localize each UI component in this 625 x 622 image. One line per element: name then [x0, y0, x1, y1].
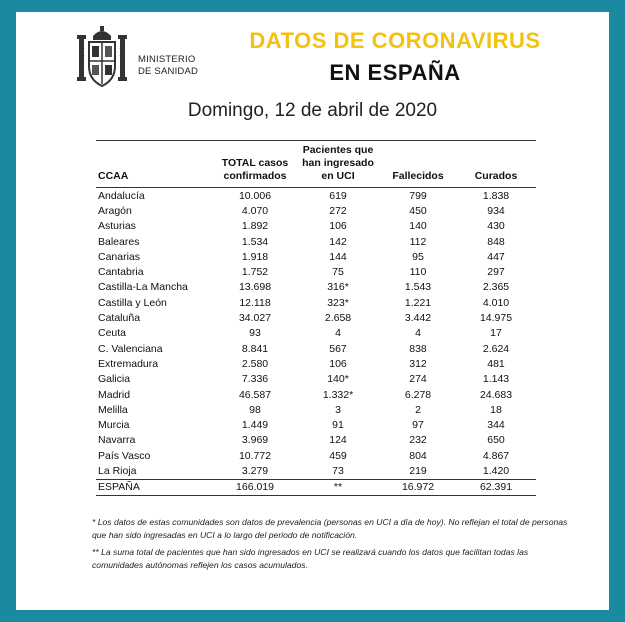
- cell-curados: 4.867: [482, 449, 510, 462]
- cell-fallecidos: 110: [409, 266, 427, 279]
- cell-ccaa: Andalucía: [98, 189, 145, 202]
- cell-uci: 619: [329, 189, 347, 202]
- cell-ccaa: Extremadura: [98, 357, 159, 370]
- cell-fallecidos: 804: [409, 449, 427, 462]
- cell-fallecidos: 1.221: [404, 296, 432, 309]
- cell-fallecidos: 2: [415, 403, 421, 416]
- header-uci-line-3: en UCI: [321, 170, 355, 182]
- report-date: Domingo, 12 de abril de 2020: [187, 100, 438, 121]
- header-curados: Curados: [474, 170, 518, 182]
- footnote-2: ** La suma total de pacientes que han sido ingresados en UCI se realizará cuando los datos que facilitan todas las comunidades autónomas reflejen los casos acumulados.: [92, 547, 529, 570]
- cell-curados: 62.391: [456, 479, 536, 495]
- cell-ccaa: Melilla: [98, 403, 128, 416]
- table-row: [96, 433, 536, 448]
- ministry-line-1: MINISTERIO: [138, 54, 196, 65]
- cell-fallecidos: 4: [415, 327, 421, 340]
- cell-ccaa: Castilla y León: [98, 296, 167, 309]
- cell-curados: 2.624: [482, 342, 510, 355]
- header-uci-line-2: han ingresado: [302, 157, 374, 169]
- table-row: [96, 295, 536, 310]
- cell-ccaa: Madrid: [98, 388, 131, 401]
- header-uci: [296, 141, 380, 188]
- table-row: [96, 326, 536, 341]
- header-total-line-2: confirmados: [223, 170, 287, 182]
- table-row: [96, 188, 536, 204]
- cell-ccaa: Navarra: [98, 434, 136, 447]
- cell-total-cases: 1.918: [241, 250, 269, 263]
- cell-uci: 459: [329, 449, 347, 462]
- cell-total-cases: 166.019: [214, 479, 296, 495]
- cell-total-cases: 1.449: [241, 419, 269, 432]
- cell-total-cases: 98: [249, 403, 261, 416]
- cell-fallecidos: 16.972: [380, 479, 456, 495]
- cell-fallecidos: 95: [412, 250, 424, 263]
- cell-uci: 567: [329, 342, 347, 355]
- cell-ccaa: Aragón: [98, 204, 132, 217]
- header-ccaa: CCAA: [98, 170, 129, 182]
- cell-uci: 272: [329, 204, 347, 217]
- cell-total-cases: 4.070: [241, 204, 269, 217]
- cell-total-cases: 1.892: [241, 220, 269, 233]
- cell-curados: 1.143: [482, 373, 510, 386]
- cell-uci: 106: [329, 357, 347, 370]
- cell-curados: 1.838: [482, 189, 510, 202]
- cell-total-cases: 93: [249, 327, 261, 340]
- table-row: [96, 310, 536, 325]
- table-row: [96, 280, 536, 295]
- cell-total-cases: 10.006: [238, 189, 272, 202]
- cell-uci: 106: [329, 220, 347, 233]
- cell-total-cases: 12.118: [239, 296, 271, 309]
- ministry-line-2: DE SANIDAD: [138, 66, 199, 77]
- table-row: [96, 463, 536, 479]
- cell-uci: 91: [332, 419, 344, 432]
- table-row: [96, 372, 536, 387]
- table-row: [96, 341, 536, 356]
- cell-ccaa: Cantabria: [98, 266, 144, 279]
- cell-fallecidos: 97: [412, 419, 424, 432]
- cell-ccaa: Cataluña: [98, 312, 141, 325]
- cell-uci: 4: [335, 327, 341, 340]
- table-body: [96, 188, 536, 496]
- cell-ccaa: Murcia: [98, 419, 130, 432]
- cell-fallecidos: 312: [409, 357, 427, 370]
- report-card: [16, 12, 609, 610]
- cell-total-cases: 8.841: [241, 342, 269, 355]
- cell-fallecidos: 838: [409, 342, 427, 355]
- cell-total-cases: 7.336: [241, 373, 269, 386]
- covid-data-table: [96, 140, 536, 496]
- cell-uci: 3: [335, 403, 341, 416]
- cell-total-cases: 13.698: [238, 281, 272, 294]
- cell-ccaa: Castilla-La Mancha: [98, 281, 188, 294]
- cell-uci: 144: [329, 250, 347, 263]
- cell-ccaa: ESPAÑA: [96, 479, 214, 495]
- cell-total-cases: 34.027: [238, 312, 272, 325]
- cell-curados: 344: [487, 419, 505, 432]
- cell-uci: 323*: [327, 296, 349, 309]
- cell-curados: 650: [487, 434, 505, 447]
- cell-curados: 2.365: [482, 281, 510, 294]
- cell-fallecidos: 1.543: [404, 281, 432, 294]
- cell-uci: **: [296, 479, 380, 495]
- table-row: [96, 249, 536, 264]
- cell-ccaa: Ceuta: [98, 327, 127, 340]
- cell-fallecidos: 232: [409, 434, 427, 447]
- cell-fallecidos: 3.442: [404, 312, 432, 325]
- footnotes: [92, 516, 572, 576]
- cell-curados: 18: [490, 403, 502, 416]
- cell-ccaa: C. Valenciana: [98, 342, 163, 355]
- table-row: [96, 417, 536, 432]
- cell-fallecidos: 140: [409, 220, 427, 233]
- header-fallecidos: Fallecidos: [392, 170, 444, 182]
- cell-curados: 1.420: [482, 464, 510, 477]
- cell-total-cases: 46.587: [238, 388, 272, 401]
- cell-curados: 14.975: [479, 312, 513, 325]
- table-row: [96, 402, 536, 417]
- cell-curados: 4.010: [482, 296, 510, 309]
- cell-total-cases: 3.279: [241, 464, 269, 477]
- cell-ccaa: Canarias: [98, 250, 141, 263]
- cell-uci: 75: [332, 266, 344, 279]
- cell-fallecidos: 274: [409, 373, 427, 386]
- cell-curados: 17: [490, 327, 502, 340]
- cell-fallecidos: 112: [409, 235, 427, 248]
- cell-uci: 142: [329, 235, 347, 248]
- cell-fallecidos: 799: [409, 189, 427, 202]
- cell-curados: 24.683: [479, 388, 513, 401]
- cell-fallecidos: 6.278: [404, 388, 432, 401]
- cell-ccaa: Galicia: [98, 373, 131, 386]
- cell-fallecidos: 219: [409, 464, 427, 477]
- cell-total-cases: 1.534: [241, 235, 269, 248]
- table-header-row: [96, 141, 536, 188]
- cell-curados: 430: [487, 220, 505, 233]
- cell-uci: 124: [329, 434, 347, 447]
- table-row: [96, 219, 536, 234]
- cell-curados: 297: [487, 266, 505, 279]
- footnote-1: * Los datos de estas comunidades son datos de prevalencia (personas en UCI a día de hoy). No reflejan el total de personas que han sido ingresadas en UCI a lo largo del periodo de notificación.: [92, 517, 568, 540]
- ministry-name: [138, 54, 198, 78]
- table-row: [96, 387, 536, 402]
- table-total-row: [96, 479, 536, 495]
- title-line-1: DATOS DE CORONAVIRUS: [249, 28, 541, 53]
- table-row: [96, 264, 536, 279]
- cell-ccaa: Asturias: [98, 220, 136, 233]
- cell-curados: 848: [487, 235, 505, 248]
- cell-uci: 73: [332, 464, 344, 477]
- cell-uci: 2.658: [324, 312, 352, 325]
- table-row: [96, 203, 536, 218]
- cell-ccaa: País Vasco: [98, 449, 151, 462]
- spain-coat-of-arms-icon: [76, 26, 128, 92]
- cell-total-cases: 2.580: [241, 357, 269, 370]
- title-line-2: EN ESPAÑA: [329, 60, 461, 85]
- cell-fallecidos: 450: [409, 204, 427, 217]
- cell-ccaa: La Rioja: [98, 464, 137, 477]
- cell-total-cases: 10.772: [238, 449, 272, 462]
- table-row: [96, 234, 536, 249]
- table-row: [96, 356, 536, 371]
- cell-curados: 481: [487, 357, 505, 370]
- cell-total-cases: 3.969: [241, 434, 269, 447]
- cell-uci: 140*: [327, 373, 349, 386]
- cell-total-cases: 1.752: [241, 266, 269, 279]
- table-row: [96, 448, 536, 463]
- cell-curados: 447: [487, 250, 505, 263]
- header-total-line-1: TOTAL casos: [221, 157, 289, 169]
- header-uci-line-1: Pacientes que: [302, 144, 374, 156]
- ministry-logo: [76, 26, 216, 92]
- header-total-cases: [214, 141, 296, 188]
- cell-ccaa: Baleares: [98, 235, 140, 248]
- cell-curados: 934: [487, 204, 505, 217]
- cell-uci: 316*: [327, 281, 349, 294]
- cell-uci: 1.332*: [322, 388, 354, 401]
